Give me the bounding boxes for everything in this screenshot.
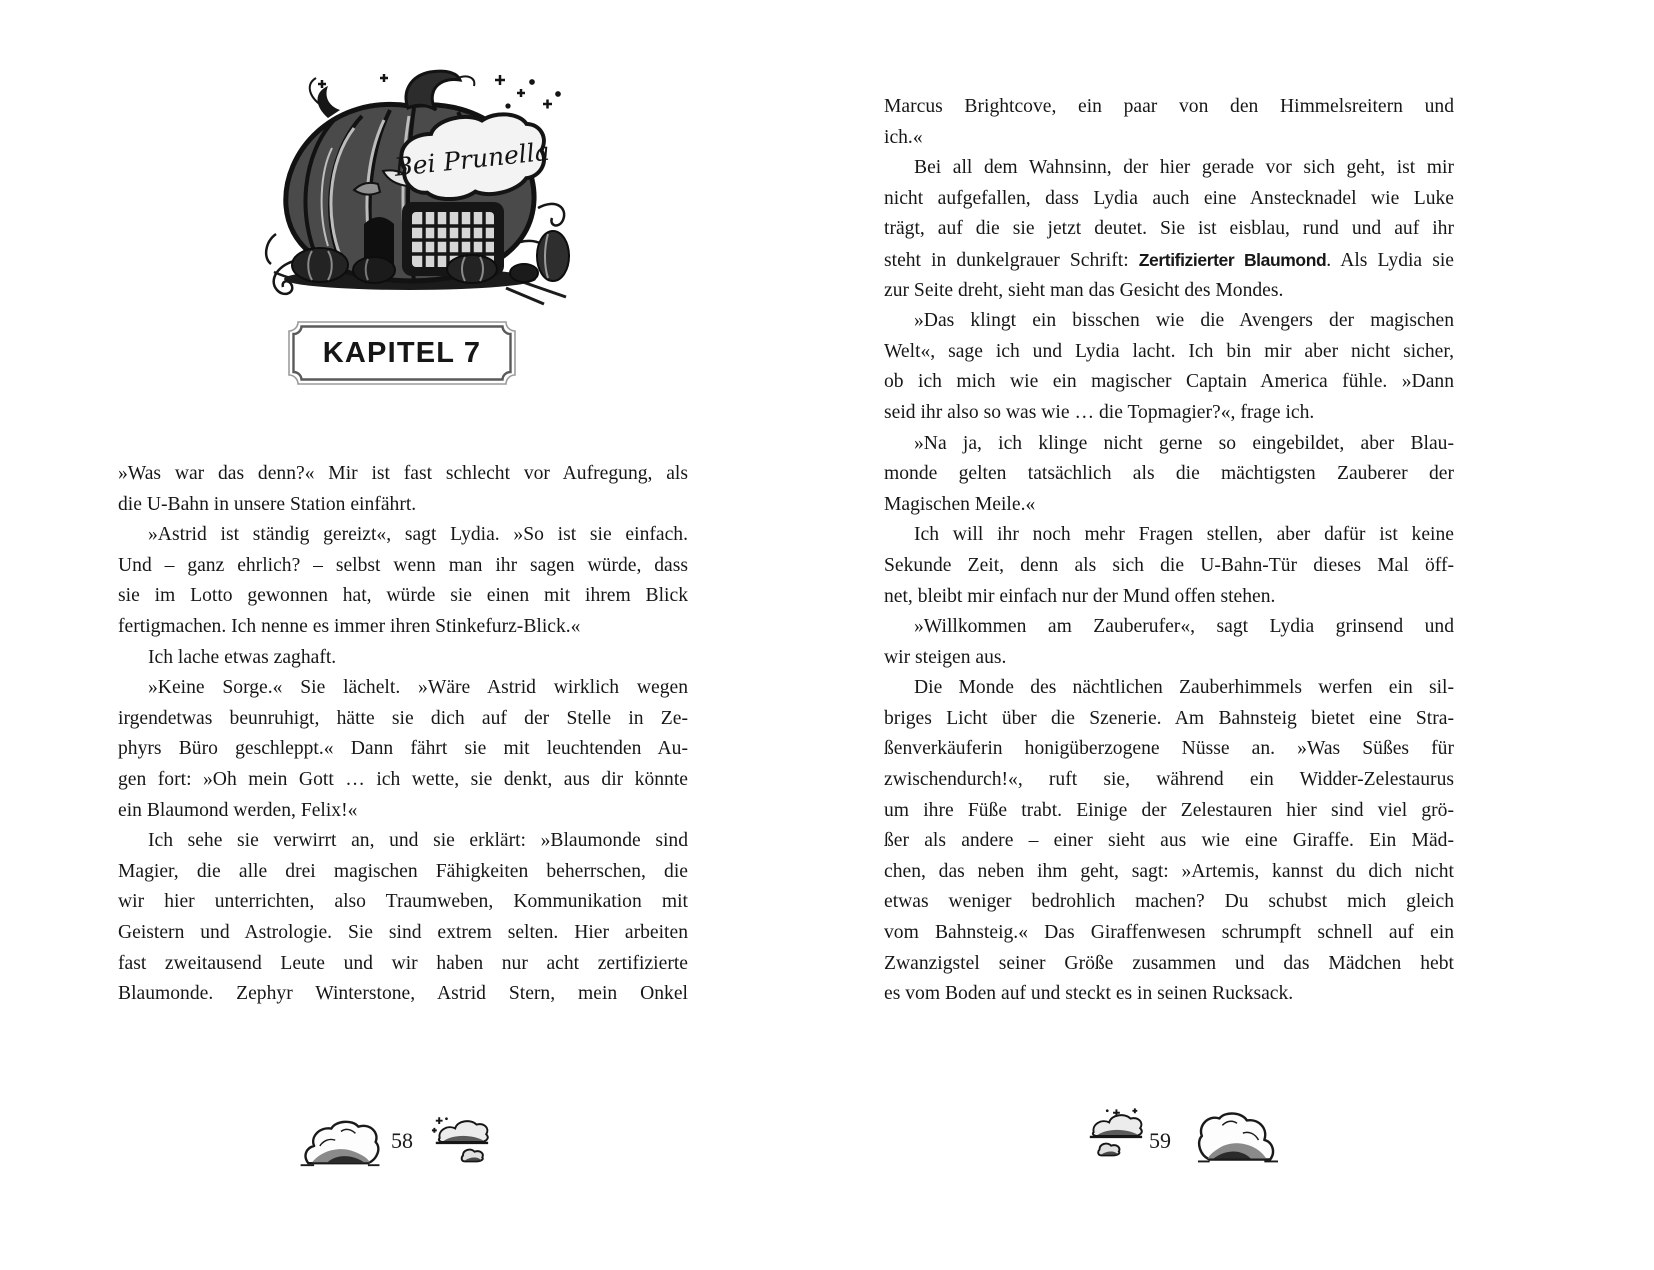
text-line: wir hier unterrichten, also Traumweben, Kommunikation mit — [118, 891, 688, 913]
text-line: Die Monde des nächtlichen Zauberhimmels werfen ein sil- — [914, 677, 1454, 699]
text-line: etwas weniger bedrohlich machen? Du schubst mich gleich — [884, 891, 1454, 913]
text-line: Geistern und Astrologie. Sie sind extrem selten. Hier arbeiten — [118, 921, 688, 943]
text-line: Bei all dem Wahnsinn, der hier gerade vor sich geht, ist mir — [914, 157, 1454, 179]
text-line: »Das klingt ein bisschen wie die Avengers der magischen — [914, 310, 1454, 332]
page-number-right: 59 — [1149, 1128, 1171, 1153]
text-line: ein Blaumond werden, Felix!« — [118, 799, 358, 821]
text-line: vom Bahnsteig.« Das Giraffenwesen schrumpft schnell auf ein — [884, 922, 1454, 944]
text-line: um ihre Füße trabt. Einige der Zelestauren hier sind viel grö- — [884, 799, 1454, 821]
text-line: seid ihr also so was wie … die Topmagier?«, frage ich. — [884, 401, 1315, 423]
text-line: irgendetwas beunruhigt, hätte sie dich auf der Stelle in Ze- — [118, 707, 688, 729]
text-line: »Keine Sorge.« Sie lächelt. »Wäre Astrid wirklich wegen — [148, 677, 688, 699]
sign-text: Bei Prunella — [392, 136, 551, 182]
clouds-icon — [1084, 1106, 1146, 1164]
text-line: sie im Lotto gewonnen hat, würde sie einen mit ihrem Blick — [118, 585, 688, 607]
text-line: Marcus Brightcove, ein paar von den Himmelsreitern und — [884, 96, 1454, 117]
text-line: fast zweitausend Leute und wir haben nur acht zertifizierte — [118, 952, 688, 974]
text-line: ob ich mich wie ein magischer Captain America fühle. »Dann — [884, 371, 1454, 393]
text-line: Sekunde Zeit, denn als sich die U-Bahn-Tür dieses Mal öff- — [884, 554, 1454, 576]
text-line: phyrs Büro geschleppt.« Dann fährt sie mit leuchtenden Au- — [118, 738, 688, 760]
text-line: Welt«, sage ich und Lydia lacht. Ich bin mir aber nicht sicher, — [884, 340, 1454, 362]
text-line: ßer als andere – einer sieht aus wie eine Giraffe. Ein Mäd- — [884, 830, 1454, 852]
text-line: ßenverkäuferin honigüberzogene Nüsse an. »Was Süßes für — [884, 738, 1454, 760]
text-line: Ich sehe sie verwirrt an, und sie erklärt: »Blaumonde sind — [148, 830, 688, 852]
chapter-title: KAPITEL 7 — [322, 336, 482, 369]
text-line: die U-Bahn in unsere Station einfährt. — [118, 493, 417, 515]
line-text: . Als Lydia sie — [1326, 249, 1454, 271]
text-line: Und – ganz ehrlich? – selbst wenn man ihr sagen würde, dass — [118, 554, 688, 576]
text-line: Blaumonde. Zephyr Winterstone, Astrid Stern, mein Onkel — [118, 983, 688, 1005]
pumpkin-house-illustration — [262, 66, 574, 312]
text-line: »Willkommen am Zauberufer«, sagt Lydia grinsend und — [914, 616, 1454, 638]
text-line: chen, das neben ihm geht, sagt: »Artemis, kannst du dich nicht — [884, 860, 1454, 882]
text-line: briges Licht über die Szenerie. Am Bahnsteig bietet eine Stra- — [884, 707, 1454, 729]
text-line: zwischendurch!«, ruft sie, während ein Widder-Zelestaurus — [884, 769, 1454, 791]
right-page-text — [884, 92, 1454, 1010]
text-line: net, bleibt mir einfach nur der Mund offen stehen. — [884, 585, 1276, 607]
bush-icon — [1196, 1110, 1278, 1166]
text-line: Magier, die alle drei magischen Fähigkeiten beherrschen, die — [118, 860, 688, 882]
text-line: zur Seite dreht, sieht man das Gesicht des Mondes. — [884, 279, 1284, 301]
text-line: Ich lache etwas zaghaft. — [148, 646, 337, 668]
certified-bluemoon-label: Zertifizierter Blaumond — [1138, 249, 1327, 270]
page-number-left: 58 — [391, 1128, 413, 1153]
chapter-heading — [288, 321, 516, 385]
text-line: es vom Boden auf und steckt es in seinen Rucksack. — [884, 983, 1294, 1005]
text-line: fertigmachen. Ich nenne es immer ihren Stinkefurz-Blick.« — [118, 615, 581, 637]
text-line: wir steigen aus. — [884, 646, 1007, 668]
bush-icon — [300, 1119, 382, 1169]
text-line: nicht aufgefallen, dass Lydia auch eine Anstecknadel wie Luke — [884, 187, 1454, 209]
text-line: »Astrid ist ständig gereizt«, sagt Lydia. »So ist sie einfach. — [148, 524, 688, 546]
text-line: gen fort: »Oh mein Gott … ich wette, sie denkt, aus dir könnte — [118, 768, 688, 790]
text-line: monde gelten tatsächlich als die mächtigsten Zauberer der — [884, 463, 1454, 485]
clouds-icon — [430, 1112, 492, 1170]
text-line: »Was war das denn?« Mir ist fast schlecht vor Aufregung, als — [118, 463, 688, 484]
text-line: ich.« — [884, 126, 923, 148]
text-line: trägt, auf die sie jetzt deutet. Sie ist eisblau, rund und auf ihr — [884, 218, 1454, 240]
text-line — [884, 245, 1454, 276]
text-line: Zwanzigstel seiner Größe zusammen und das Mädchen hebt — [884, 952, 1454, 974]
line-text: steht in dunkelgrauer Schrift: — [884, 249, 1139, 271]
left-page-text — [118, 459, 688, 1010]
text-line: Ich will ihr noch mehr Fragen stellen, aber dafür ist keine — [914, 524, 1454, 546]
text-line: Magischen Meile.« — [884, 493, 1036, 515]
text-line: »Na ja, ich klinge nicht gerne so eingebildet, aber Blau- — [914, 432, 1454, 454]
